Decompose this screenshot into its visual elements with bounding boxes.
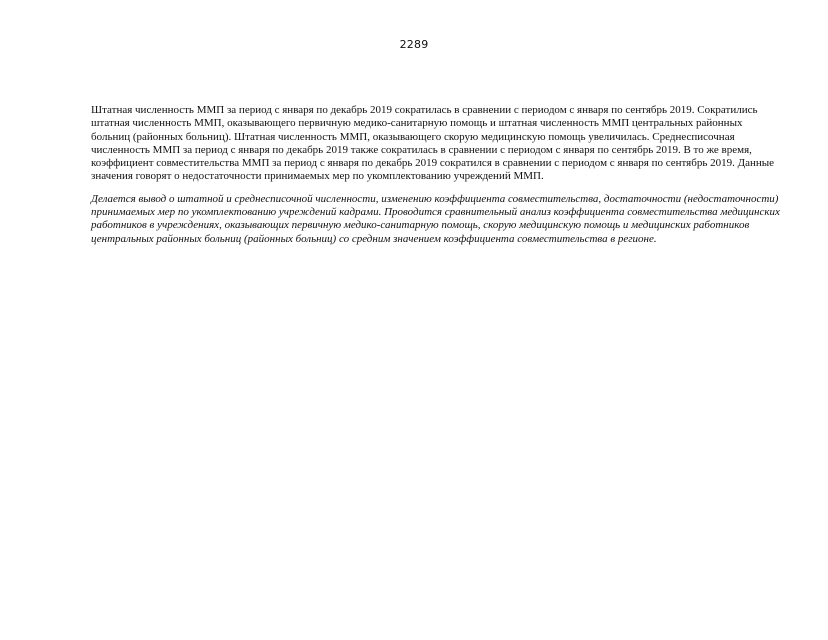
main-paragraph: Штатная численность ММП за период с января по декабрь 2019 сократилась в сравнении с периодом с января по сентябрь 2019. Сократились штатная численность ММП, оказывающего первичную медико-санитарную помощь и штатная численность ММП центральных районных больниц (районных больниц). Штатная численность ММП, оказывающего скорую медицинскую помощь увеличилась. Среднесписочная численность ММП за период с января по декабрь 2019 также сократилась в сравнении с периодом с января по сентябрь 2019. В то же время, коэффициент совместительства ММП за период с января по декабрь 2019 сократился в сравнении с периодом с января по сентябрь 2019. Данные значения говорят о недостаточности принимаемых мер по укомплектованию учреждений ММП. xyxy=(91,104,775,183)
page-number: 2289 xyxy=(399,38,429,51)
document-body xyxy=(91,104,781,246)
conclusion-paragraph: Делается вывод о штатной и среднесписочной численности, изменению коэффициента совместительства, достаточности (недостаточности) принимаемых мер по укомплектованию учреждений кадрами. Проводится сравнительный анализ коэффициента совместительства медицинских работников в учреждениях, оказывающих первичную медико-санитарную помощь, скорую медицинскую помощь и медицинских работников центральных районных больниц (районных больниц) со средним значением коэффициента совместительства в регионе. xyxy=(91,192,780,245)
